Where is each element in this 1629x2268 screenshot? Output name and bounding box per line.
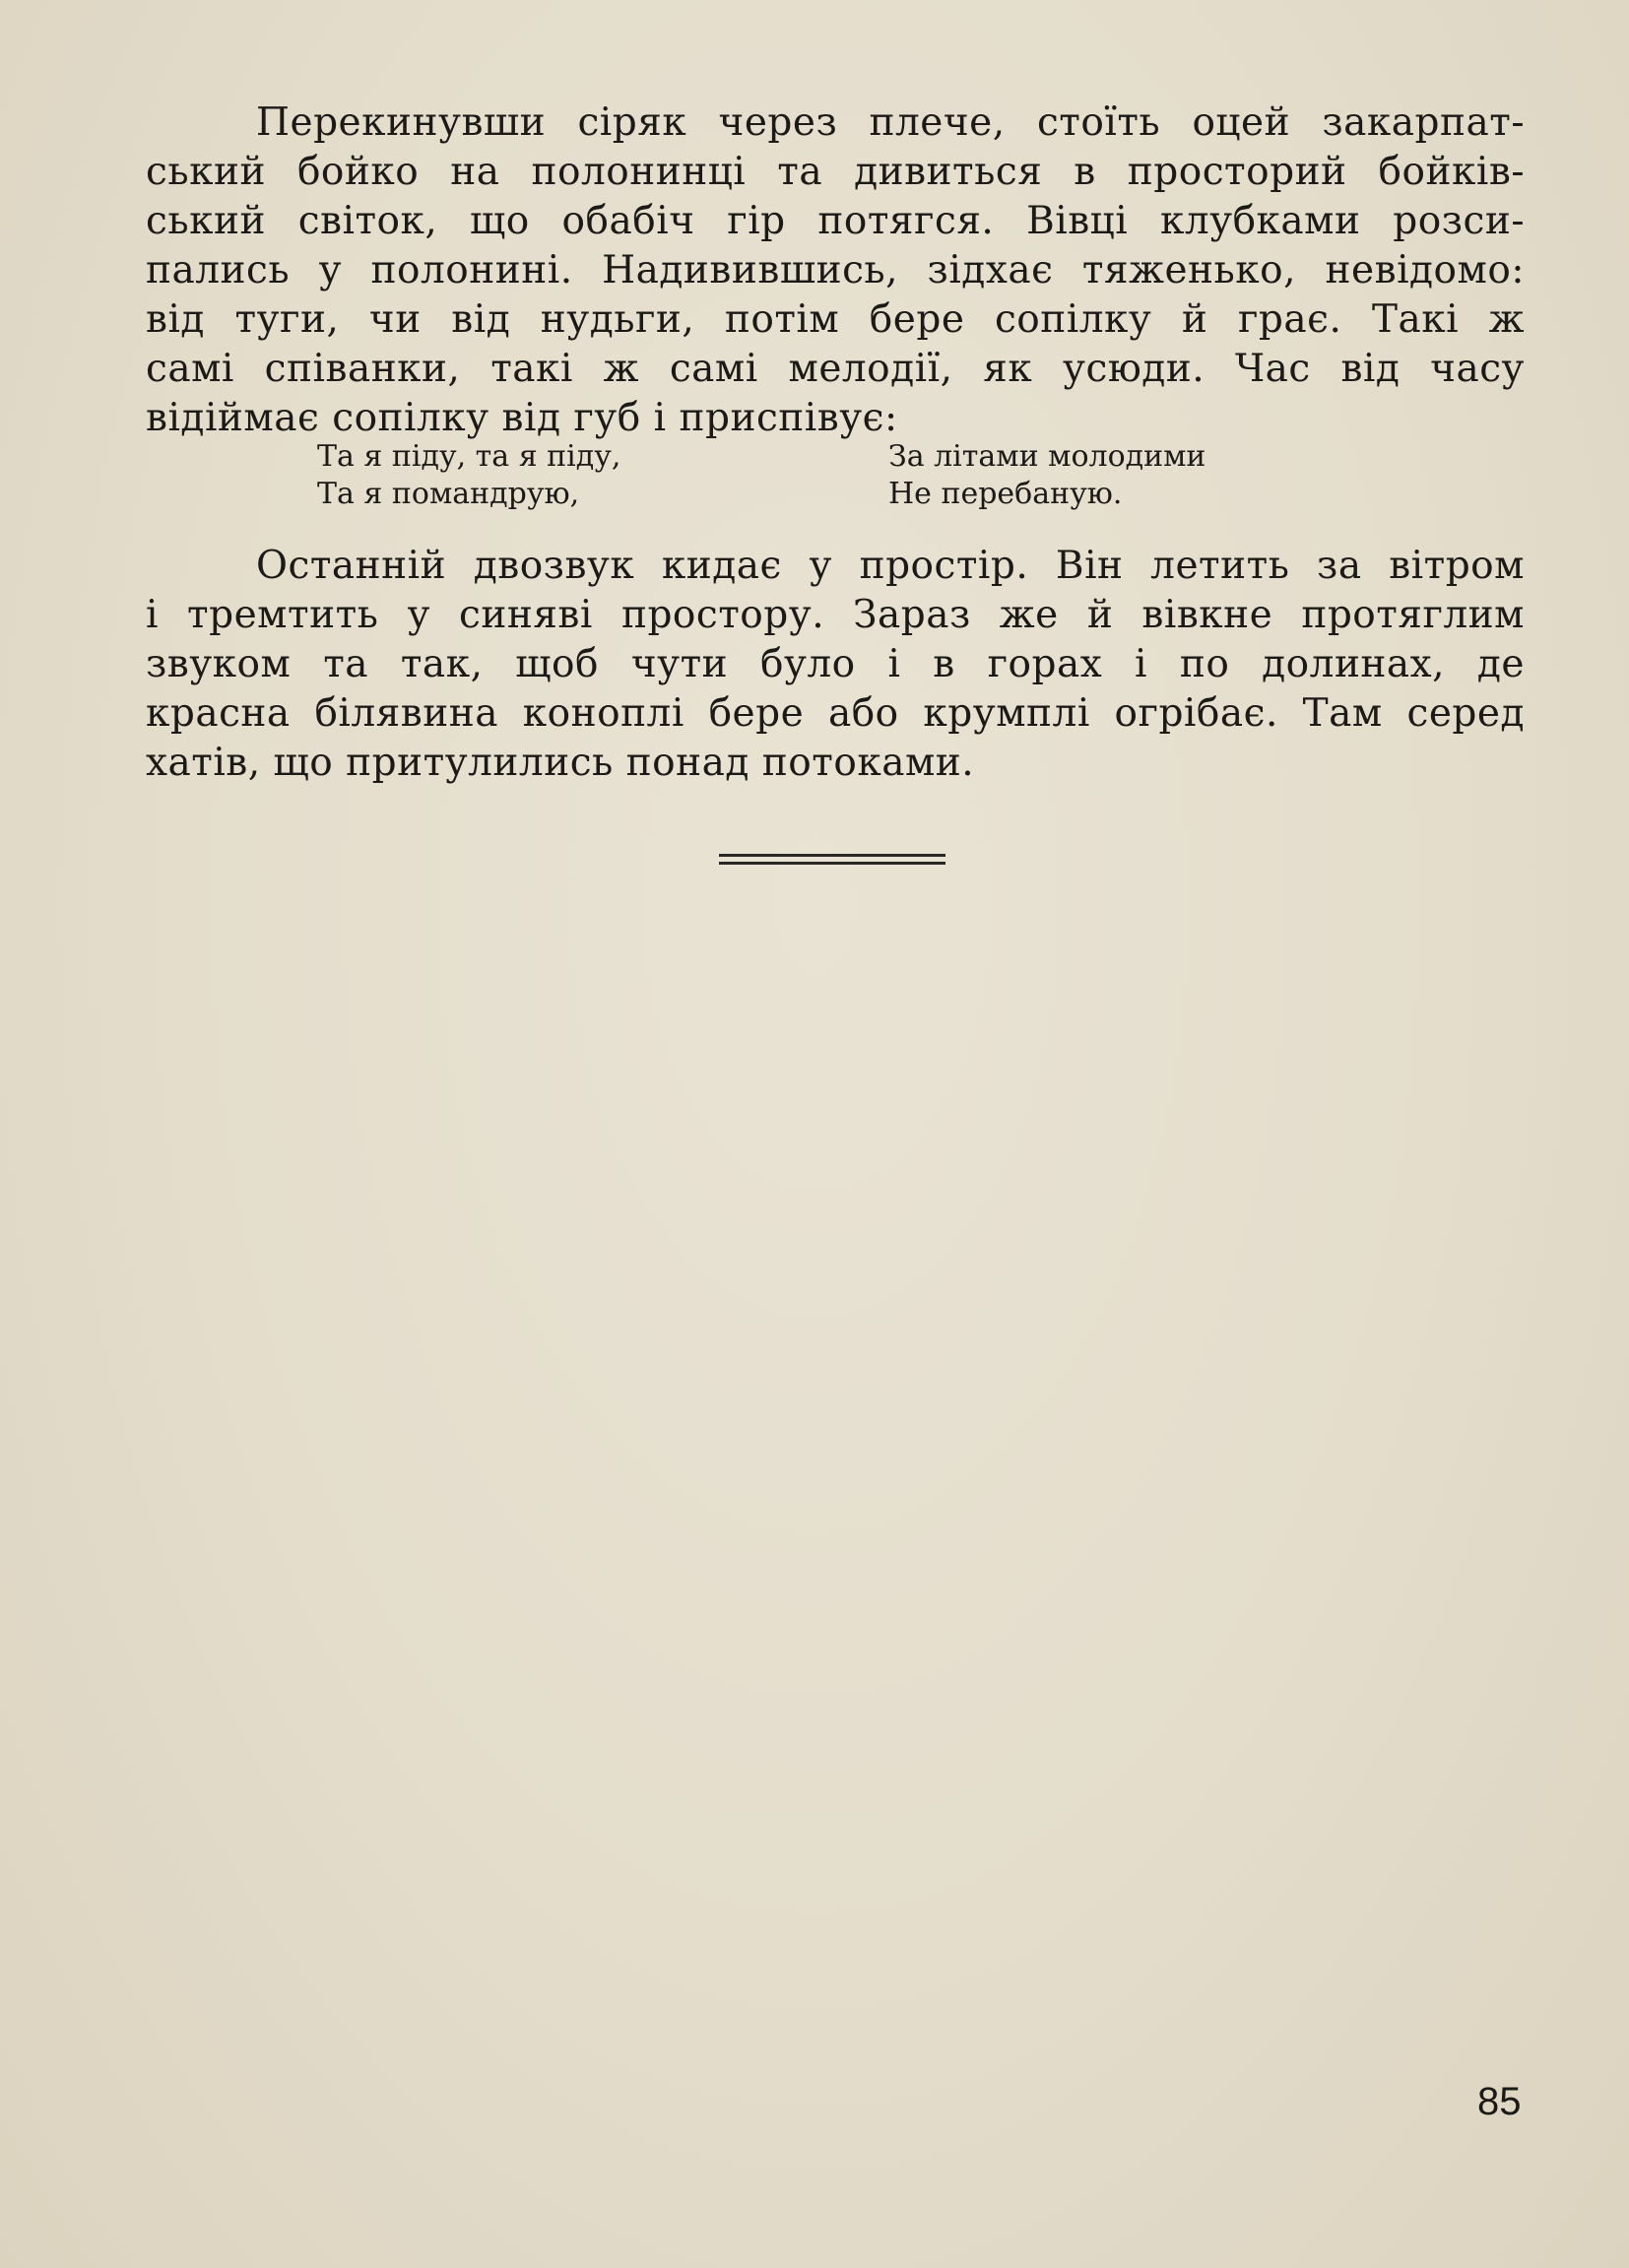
section-divider — [719, 854, 945, 870]
divider-rule — [719, 862, 945, 865]
text-line: самі співанки, такі ж самі мелодії, як усюди. Час від часу — [146, 347, 1525, 391]
verse-line: Та я піду, та я піду, — [317, 439, 621, 474]
text-line: ський бойко на полонинці та дивиться в просторий бойків- — [146, 150, 1525, 194]
verse-column-left — [317, 438, 620, 513]
text-line: пались у полонині. Надивившись, зідхає тяженько, невідомо: — [146, 248, 1525, 292]
text-line: хатів, що притулились понад потоками. — [146, 741, 975, 785]
text-line: красна білявина коноплі бере або крумплі огрібає. Там серед — [146, 691, 1525, 736]
text-line: ський світок, що обабіч гір потягся. Вівці клубками розси- — [146, 199, 1525, 243]
page-number: 85 — [1477, 2080, 1522, 2123]
text-line: Перекинувши сіряк через плече, стоїть оцей закарпат- — [256, 100, 1525, 145]
text-line: і тремтить у синяві простору. Зараз же й вівкне протяглим — [146, 593, 1525, 637]
text-line: відіймає сопілку від губ і приспівує: — [146, 396, 898, 440]
verse-line: Та я помандрую, — [317, 477, 580, 511]
text-line: від туги, чи від нудьги, потім бере сопілку й грає. Такі ж — [146, 297, 1525, 342]
text-line: Останній двозвук кидає у простір. Він летить за вітром — [256, 544, 1525, 588]
verse-line: Не перебаную. — [888, 477, 1123, 511]
paragraph-1 — [146, 98, 1525, 443]
paragraph-2 — [146, 542, 1525, 788]
verse-column-right — [888, 438, 1205, 513]
verse-line: За літами молодими — [888, 439, 1206, 474]
text-line: звуком та так, щоб чути було і в горах і по долинах, де — [146, 642, 1525, 686]
divider-rule — [719, 854, 945, 857]
